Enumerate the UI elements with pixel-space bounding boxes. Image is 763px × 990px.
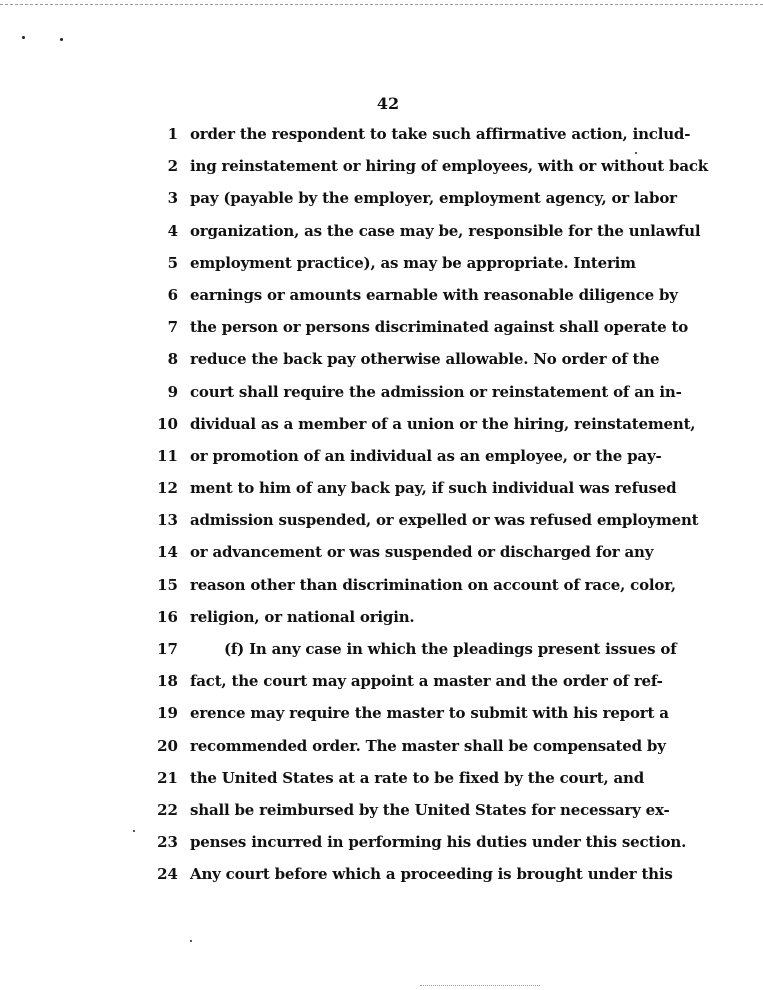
text-line	[0, 252, 763, 284]
scan-speck	[190, 940, 192, 942]
text-line	[0, 574, 763, 606]
line-number: 24	[157, 865, 178, 884]
line-number: 17	[157, 640, 178, 658]
line-text: the United States at a rate to be fixed by the court, and	[190, 768, 645, 787]
line-number: 8	[167, 350, 178, 369]
text-line	[0, 123, 763, 155]
line-text: pay (payable by the employer, employment agency, or labor	[190, 189, 677, 208]
line-text: organization, as the case may be, responsible for the unlawful	[190, 221, 701, 240]
scan-bottom-mark	[420, 985, 540, 986]
line-text: the person or persons discriminated against shall operate to	[190, 318, 689, 337]
text-line	[0, 445, 763, 477]
line-text: (f) In any case in which the pleadings present issues of	[224, 640, 677, 658]
line-text: reduce the back pay otherwise allowable. No order of the	[190, 350, 660, 369]
scan-top-border	[0, 4, 763, 5]
line-number: 3	[167, 189, 178, 208]
text-line	[0, 155, 763, 187]
line-text: shall be reimbursed by the United States for necessary ex-	[190, 800, 670, 819]
text-line	[0, 799, 763, 831]
line-number: 2	[167, 157, 178, 176]
line-number: 4	[167, 221, 178, 240]
text-line	[0, 863, 763, 895]
text-line	[0, 638, 763, 670]
line-text: religion, or national origin.	[190, 607, 415, 626]
line-number: 16	[157, 607, 178, 626]
text-line	[0, 187, 763, 219]
line-number: 21	[157, 768, 178, 787]
line-text: employment practice), as may be appropriate. Interim	[190, 253, 636, 272]
scan-speck	[60, 38, 63, 41]
text-line	[0, 606, 763, 638]
line-number: 12	[157, 479, 178, 498]
text-line	[0, 316, 763, 348]
text-line	[0, 735, 763, 767]
line-text: Any court before which a proceeding is brought under this	[190, 865, 673, 884]
text-line	[0, 477, 763, 509]
line-text: earnings or amounts earnable with reasonable diligence by	[190, 285, 678, 304]
text-line	[0, 831, 763, 863]
text-line	[0, 220, 763, 252]
numbered-text-body	[0, 123, 763, 896]
line-number: 15	[157, 575, 178, 594]
line-number: 9	[167, 382, 178, 401]
line-number: 19	[157, 704, 178, 723]
text-line	[0, 702, 763, 734]
line-text: reason other than discrimination on account of race, color,	[190, 575, 676, 594]
line-text: ing reinstatement or hiring of employees, with or without back	[190, 157, 708, 176]
line-number: 5	[167, 253, 178, 272]
line-number: 13	[157, 511, 178, 530]
text-line	[0, 348, 763, 380]
line-number: 20	[157, 736, 178, 755]
line-text: ment to him of any back pay, if such individual was refused	[190, 479, 677, 498]
line-text: fact, the court may appoint a master and the order of ref-	[190, 672, 663, 691]
line-text: court shall require the admission or reinstatement of an in-	[190, 382, 682, 401]
line-text: dividual as a member of a union or the hiring, reinstatement,	[190, 414, 696, 433]
line-text: or advancement or was suspended or discharged for any	[190, 543, 654, 562]
text-line	[0, 767, 763, 799]
line-number: 14	[157, 543, 178, 562]
text-line	[0, 413, 763, 445]
text-line	[0, 670, 763, 702]
line-number: 10	[157, 414, 178, 433]
text-line	[0, 381, 763, 413]
line-text: admission suspended, or expelled or was refused employment	[190, 511, 699, 530]
page-number: 42	[376, 94, 400, 113]
line-text: erence may require the master to submit with his report a	[190, 704, 669, 723]
line-text: or promotion of an individual as an employee, or the pay-	[190, 446, 662, 465]
scan-speck	[22, 36, 25, 39]
line-text: order the respondent to take such affirmative action, includ-	[190, 125, 691, 143]
line-text: recommended order. The master shall be compensated by	[190, 736, 666, 755]
line-number: 18	[157, 672, 178, 691]
line-number: 7	[167, 318, 178, 337]
text-line	[0, 284, 763, 316]
text-line	[0, 541, 763, 573]
line-text: penses incurred in performing his duties under this section.	[190, 833, 687, 852]
line-number: 22	[157, 800, 178, 819]
line-number: 1	[167, 125, 178, 143]
text-line	[0, 509, 763, 541]
line-number: 6	[167, 285, 178, 304]
line-number: 11	[157, 446, 178, 465]
line-number: 23	[157, 833, 178, 852]
